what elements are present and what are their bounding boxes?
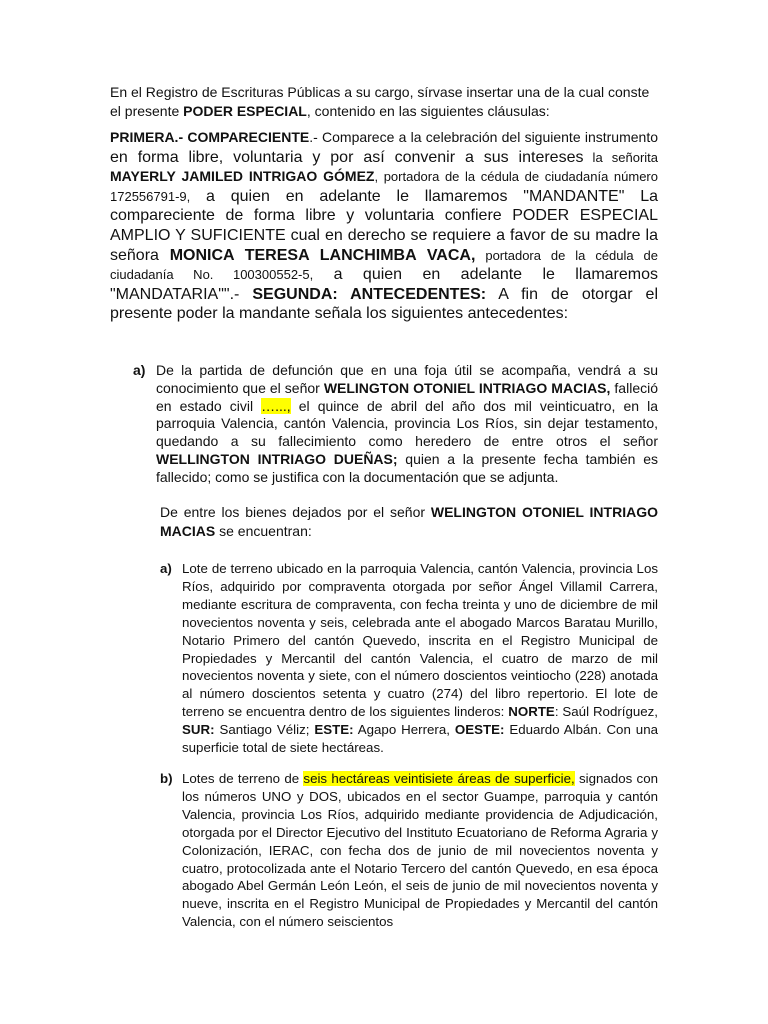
clause-text: A fin de otorgar el presente poder la mandante señala los siguientes antecedentes:: [110, 285, 658, 323]
oeste-label: OESTE:: [454, 722, 505, 738]
welington-name: WELINGTON OTONIEL INTRIAGO MACIAS,: [323, 379, 611, 396]
item-marker: a): [160, 561, 172, 576]
clauses-paragraph: [110, 128, 658, 324]
primera-heading: PRIMERA.- COMPARECIENTE: [110, 129, 310, 145]
item-text-run: : Saúl Rodríguez,: [554, 704, 658, 720]
item-marker: b): [160, 771, 173, 786]
item-text-run: Lote de terreno ubicado en la parroquia Valencia, cantón Valencia, provincia Los Ríos, adquirido por compraventa otorgada por señor Ángel Villamil Carrera, mediante escritura de compraventa, con fecha treinta y uno de diciembre de mil novecientos noventa y seis, celebrada ante el abogado Marcos Baratau Murillo, Notario Primero del cantón Quevedo, inscrita en el Registro Municipal de Propiedades y Mercantil del cantón Valencia, el cuatro de marzo de mil novecientos noventa y siete, con el número doscientos veintiocho (228) anotada al número doscientos setenta y cuatro (274) del libro repertorio. El lote de terreno se encuentra dentro de los siguientes linderos:: [182, 561, 658, 720]
bienes-text: De entre los bienes dejados por el señor: [160, 504, 431, 520]
item-marker: a): [133, 362, 146, 378]
bienes-item-b: [160, 770, 658, 931]
item-text-run: quien a la presente fecha también es fallecido; como se justifica con la documentación que se adjunta.: [156, 450, 658, 485]
item-text: [182, 770, 658, 931]
mayerly-name: MAYERLY JAMILED INTRIGAO GÓMEZ: [110, 168, 375, 185]
wellington-name: WELLINGTON INTRIAGO DUEÑAS;: [156, 450, 398, 467]
list-item: [133, 362, 658, 487]
item-text-run: falleció en estado civil: [156, 379, 658, 414]
monica-name: MONICA TERESA LANCHIMBA VACA,: [169, 246, 476, 264]
clause-text: la señorita: [583, 149, 658, 165]
clause-text: a quien en adelante le llamaremos "MANDANTE" La compareciente de forma libre y voluntaria confiere PODER ESPECIAL AMPLIO Y SUFICIENTE cual en derecho se requiere a favor de su madre la señora: [110, 187, 658, 264]
clause-text: portadora de la cédula de ciudadanía No. 100300552-5,: [110, 247, 659, 283]
item-text-run: Eduardo Albán. Con una superficie total de siete hectáreas.: [182, 722, 658, 756]
este-label: ESTE:: [314, 722, 354, 738]
bienes-owner-name: WELINGTON OTONIEL INTRIAGO MACIAS: [160, 504, 658, 539]
intro-text-end: , contenido en las siguientes cláusulas:: [306, 103, 550, 119]
bienes-item-a: [160, 560, 658, 757]
clause-text: .- Comparece a la celebración del siguiente instrumento: [309, 129, 659, 145]
list-item: [160, 770, 658, 931]
antecedent-item-a: [133, 362, 658, 487]
item-text-run: Agapo Herrera,: [353, 722, 455, 738]
item-text-run: el quince de abril del año dos mil veinticuatro, en la parroquia Valencia, cantón Valencia, provincia Los Ríos, sin dejar testamento, quedando a su fallecimiento como heredero de entre otros el señor: [156, 397, 658, 450]
segunda-heading: SEGUNDA: ANTECEDENTES:: [252, 285, 487, 303]
list-item: [160, 560, 658, 757]
clause-text: en forma libre, voluntaria y por así convenir a sus intereses: [110, 148, 584, 166]
clause-text: a quien en adelante le llamaremos "MANDATARIA"".-: [110, 266, 658, 303]
norte-label: NORTE: [508, 704, 555, 720]
sur-label: SUR:: [182, 722, 215, 738]
item-text-run: De la partida de defunción que en una foja útil se acompaña, vendrá a su conocimiento que el señor: [156, 362, 658, 396]
civil-status-blank-highlight: …...,: [261, 397, 291, 414]
intro-text: En el Registro de Escrituras Públicas a su cargo, sírvase insertar una de la cual conste el presente: [110, 84, 650, 119]
bienes-paragraph: [160, 503, 658, 540]
item-text-run: Santiago Véliz;: [214, 722, 315, 738]
item-text: [182, 560, 658, 757]
intro-paragraph: [110, 83, 658, 121]
poder-especial-bold: PODER ESPECIAL: [183, 103, 307, 119]
item-text-run: signados con los números UNO y DOS, ubicados en el sector Guampe, parroquia y cantón Valencia, provincia Los Ríos, adquirido mediante providencia de Adjudicación, otorgada por el Director Ejecutivo del Instituto Ecuatoriano de Reforma Agraria y Colonización, IERAC, con fecha dos de junio de mil novecientos noventa y cuatro, protocolizada ante el Notario Tercero del cantón Quevedo, en esa época abogado Abel Germán León León, el seis de junio de mil novecientos noventa y nueve, inscrita en el Registro Municipal de Propiedades y Mercantil del cantón Valencia, con el número seiscientos: [182, 771, 658, 930]
item-text-run: Lotes de terreno de: [182, 771, 304, 786]
surface-highlight: seis hectáreas veintisiete áreas de superficie,: [303, 771, 575, 786]
item-text: [156, 362, 658, 487]
bienes-text: se encuentran:: [215, 522, 312, 539]
clause-text: , portadora de la cédula de ciudadanía número 172556791-9,: [110, 169, 658, 204]
